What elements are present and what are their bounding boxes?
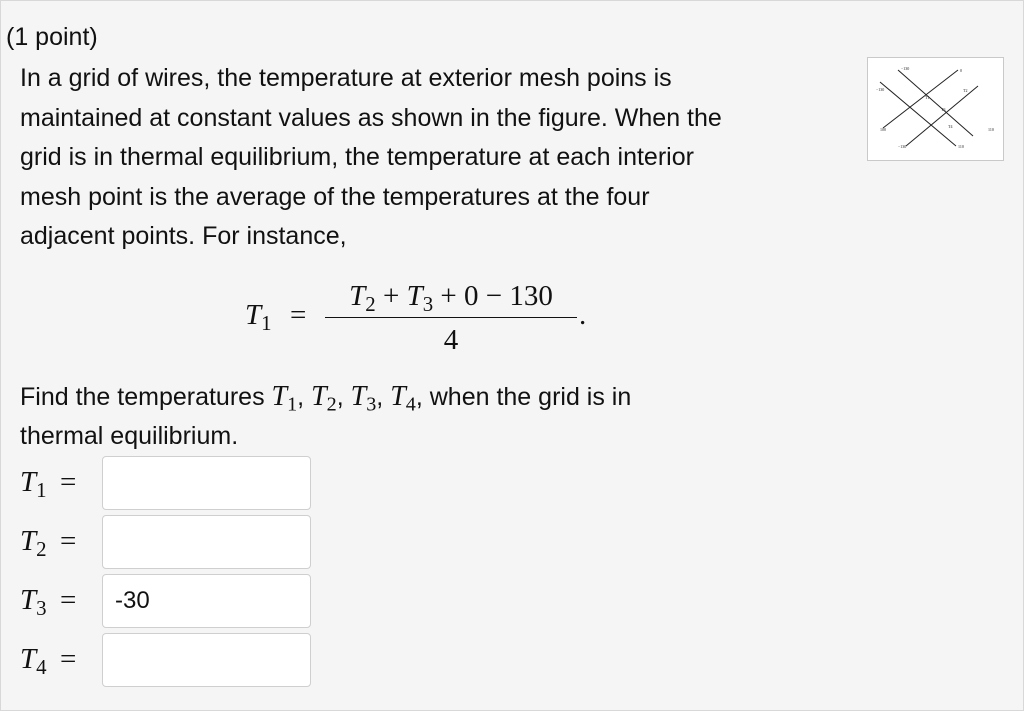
find-var-2-name: T (311, 381, 327, 412)
numer-t3 (406, 280, 434, 316)
find-statement (20, 377, 780, 456)
find-suffix: , when the grid is in (415, 383, 632, 411)
answer-var-t4: T (20, 643, 37, 675)
wire-grid-figure[interactable] (867, 57, 1004, 161)
equation-display (241, 277, 641, 357)
problem-line-5: adjacent points. For instance, (20, 222, 347, 250)
numer-t2 (349, 280, 376, 316)
wire-grid-diagram (868, 58, 1003, 160)
find-sep-3: , (376, 383, 391, 411)
fraction (325, 277, 577, 358)
equation-period: . (579, 299, 587, 331)
label-right: 110 (988, 127, 994, 132)
numer-t2-sub: 2 (365, 291, 376, 316)
find-var-3-name: T (350, 381, 367, 412)
find-var-4-sub: 4 (405, 393, 416, 416)
label-t4: T4 (948, 124, 953, 129)
find-var-1-sub: 1 (287, 393, 298, 416)
label-top: −130 (901, 66, 910, 71)
answer-sub-t2: 2 (36, 536, 47, 561)
answer-label-t4 (20, 643, 47, 679)
answer-row-t4 (20, 633, 320, 689)
answer-var-t3: T (20, 584, 37, 616)
find-sep-1: , (297, 383, 312, 411)
answer-label-t2 (20, 525, 47, 561)
answer-equals-t2: = (60, 525, 77, 557)
equation-lhs (245, 299, 272, 335)
answer-row-t2 (20, 515, 320, 571)
answer-input-t2[interactable] (102, 515, 311, 569)
numer-plus: + (375, 280, 407, 312)
find-line-2: thermal equilibrium. (20, 422, 239, 450)
label-bottom-left: −130 (898, 144, 907, 149)
problem-line-1: In a grid of wires, the temperature at exterior mesh poins is (20, 64, 672, 92)
problem-line-4: mesh point is the average of the temperatures at the four (20, 182, 650, 211)
label-t2: T2 (963, 88, 968, 93)
points-label: (1 point) (6, 23, 98, 51)
answer-row-t1 (20, 456, 320, 512)
answer-var-t2: T (20, 525, 37, 557)
answer-equals-t3: = (60, 584, 77, 616)
find-var-1 (271, 381, 298, 416)
find-var-4 (390, 381, 416, 416)
label-left: −130 (876, 87, 885, 92)
answer-sub-t3: 3 (36, 595, 47, 620)
find-sep-2: , (336, 383, 351, 411)
find-var-2 (311, 381, 337, 416)
label-t3: T3 (941, 107, 946, 112)
problem-line-2: maintained at constant values as shown in the figure. When the (20, 103, 722, 132)
find-var-1-name: T (271, 381, 288, 412)
numer-t2-var: T (349, 280, 366, 312)
find-var-3 (350, 381, 377, 416)
answer-equals-t1: = (60, 466, 77, 498)
answer-equals-t4: = (60, 643, 77, 675)
label-left-lower: 100 (880, 127, 886, 132)
answer-input-t1[interactable] (102, 456, 311, 510)
fraction-denominator: 4 (443, 324, 459, 356)
problem-line-3: grid is in thermal equilibrium, the temperature at each interior (20, 143, 694, 171)
numer-t3-var: T (406, 280, 423, 312)
answer-row-t3 (20, 574, 320, 630)
answer-sub-t4: 4 (36, 654, 47, 679)
problem-statement (20, 59, 820, 257)
numer-t3-sub: 3 (422, 291, 434, 316)
answer-label-t3 (20, 584, 47, 620)
equation-equals: = (290, 299, 307, 331)
find-var-4-name: T (390, 381, 406, 412)
label-t1: T1 (925, 95, 930, 100)
answer-var-t1: T (20, 466, 37, 498)
find-line-1 (20, 377, 780, 417)
label-top-right: 0 (960, 68, 962, 73)
lhs-sub: 1 (261, 310, 272, 335)
find-prefix: Find the temperatures (20, 383, 272, 411)
label-bottom-right: 110 (958, 144, 964, 149)
numer-rest: + 0 − 130 (433, 280, 553, 312)
answer-input-t3[interactable] (102, 574, 311, 628)
answer-label-t1 (20, 466, 47, 502)
find-var-3-sub: 3 (366, 393, 377, 416)
fraction-numerator (325, 277, 577, 315)
answer-sub-t1: 1 (36, 477, 47, 502)
answer-input-t4[interactable] (102, 633, 311, 687)
find-var-2-sub: 2 (326, 393, 337, 416)
lhs-var: T (245, 299, 262, 331)
